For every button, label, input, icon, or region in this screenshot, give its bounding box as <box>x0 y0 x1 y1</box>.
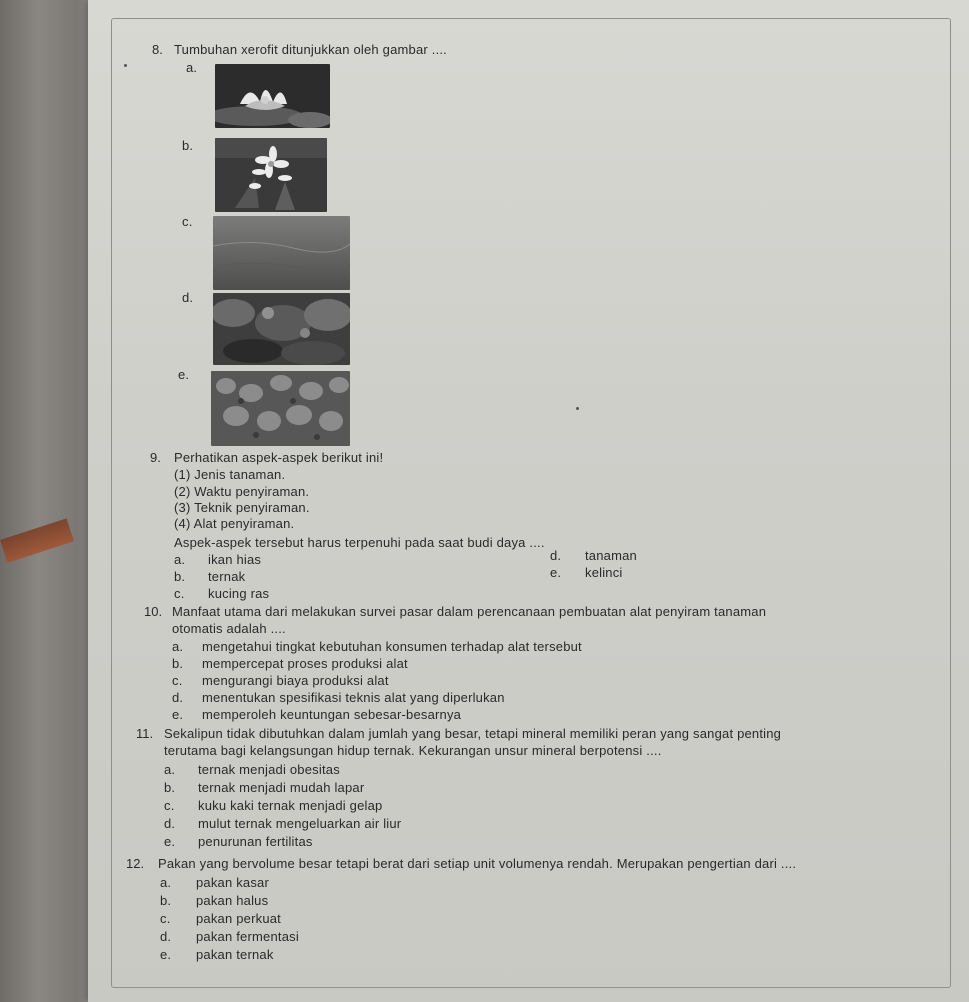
q9-option-d-text: tanaman <box>585 548 637 563</box>
q12-option-e-text: pakan ternak <box>196 947 274 962</box>
q12-option-a-letter: a. <box>160 875 172 890</box>
cactus-field-photo <box>211 371 350 446</box>
q9-option-e-letter: e. <box>550 565 562 580</box>
rocky-shrub-photo <box>213 293 350 365</box>
desk-surface <box>0 518 74 562</box>
q11-option-c-text: kuku kaki ternak menjadi gelap <box>198 798 383 813</box>
q12-option-d-letter: d. <box>160 929 172 944</box>
paper-speck <box>576 407 579 410</box>
q11-option-a-text: ternak menjadi obesitas <box>198 762 340 777</box>
q10-option-b-letter: b. <box>172 656 184 671</box>
water-lily-photo <box>215 64 330 128</box>
q9-option-c-text: kucing ras <box>208 586 270 601</box>
q10-option-d-text: menentukan spesifikasi teknis alat yang diperlukan <box>202 690 505 705</box>
q9-option-b-text: ternak <box>208 569 246 584</box>
q10-option-e-text: memperoleh keuntungan sebesar-besarnya <box>202 707 462 722</box>
q11-option-c-letter: c. <box>164 798 175 813</box>
q11-line-2: terutama bagi kelangsungan hidup ternak. Kekurangan unsur mineral berpotensi .... <box>164 743 662 758</box>
q10-number: 10. <box>144 604 163 619</box>
q10-option-a-letter: a. <box>172 639 184 654</box>
q11-option-e-letter: e. <box>164 834 176 849</box>
q11-option-b-letter: b. <box>164 780 176 795</box>
q9-option-a-letter: a. <box>174 552 186 567</box>
q9-option-a-text: ikan hias <box>208 552 262 567</box>
q12-option-b-letter: b. <box>160 893 172 908</box>
q9-item-4: (4) Alat penyiraman. <box>174 516 295 531</box>
q11-number: 11. <box>136 726 154 741</box>
q12-option-c-text: pakan perkuat <box>196 911 281 926</box>
q10-option-d-letter: d. <box>172 690 184 705</box>
q12-option-b-text: pakan halus <box>196 893 269 908</box>
q12-option-e-letter: e. <box>160 947 172 962</box>
q9-option-d-letter: d. <box>550 548 562 563</box>
q8-option-a-letter: a. <box>186 60 198 75</box>
q8-text: Tumbuhan xerofit ditunjukkan oleh gambar .... <box>174 42 447 57</box>
q8-option-b-letter: b. <box>182 138 194 153</box>
q10-option-c-text: mengurangi biaya produksi alat <box>202 673 389 688</box>
q10-option-a-text: mengetahui tingkat kebutuhan konsumen terhadap alat tersebut <box>202 639 582 654</box>
q12-text: Pakan yang bervolume besar tetapi berat dari setiap unit volumenya rendah. Merupakan pengertian dari .... <box>158 856 797 871</box>
q9-option-c-letter: c. <box>174 586 185 601</box>
q9-item-2: (2) Waktu penyiraman. <box>174 484 310 499</box>
q12-option-a-text: pakan kasar <box>196 875 270 890</box>
q9-question: Aspek-aspek tersebut harus terpenuhi pada saat budi daya .... <box>174 535 545 550</box>
paper-speck <box>124 64 127 67</box>
q11-option-e-text: penurunan fertilitas <box>198 834 313 849</box>
q9-option-b-letter: b. <box>174 569 186 584</box>
q8-option-e-letter: e. <box>178 367 190 382</box>
q10-line-1: Manfaat utama dari melakukan survei pasar dalam perencanaan pembuatan alat penyiram tanaman <box>172 604 767 619</box>
q9-number: 9. <box>150 450 161 465</box>
q9-text: Perhatikan aspek-aspek berikut ini! <box>174 450 384 465</box>
q8-option-c-letter: c. <box>182 214 193 229</box>
q8-number: 8. <box>152 42 163 57</box>
q10-option-e-letter: e. <box>172 707 184 722</box>
white-flower-photo <box>215 138 327 212</box>
q9-option-e-text: kelinci <box>585 565 623 580</box>
q9-item-1: (1) Jenis tanaman. <box>174 467 286 482</box>
q12-number: 12. <box>126 856 145 871</box>
q11-line-1: Sekalipun tidak dibutuhkan dalam jumlah yang besar, tetapi mineral memiliki peran yang sangat penting <box>164 726 782 741</box>
q11-option-b-text: ternak menjadi mudah lapar <box>198 780 365 795</box>
q11-option-d-text: mulut ternak mengeluarkan air liur <box>198 816 402 831</box>
sand-photo <box>213 216 350 290</box>
q8-option-d-letter: d. <box>182 290 194 305</box>
q10-option-b-text: mempercepat proses produksi alat <box>202 656 408 671</box>
q12-option-d-text: pakan fermentasi <box>196 929 299 944</box>
q12-option-c-letter: c. <box>160 911 171 926</box>
q11-option-d-letter: d. <box>164 816 176 831</box>
q11-option-a-letter: a. <box>164 762 176 777</box>
q10-option-c-letter: c. <box>172 673 183 688</box>
q9-item-3: (3) Teknik penyiraman. <box>174 500 310 515</box>
q10-line-2: otomatis adalah .... <box>172 621 286 636</box>
